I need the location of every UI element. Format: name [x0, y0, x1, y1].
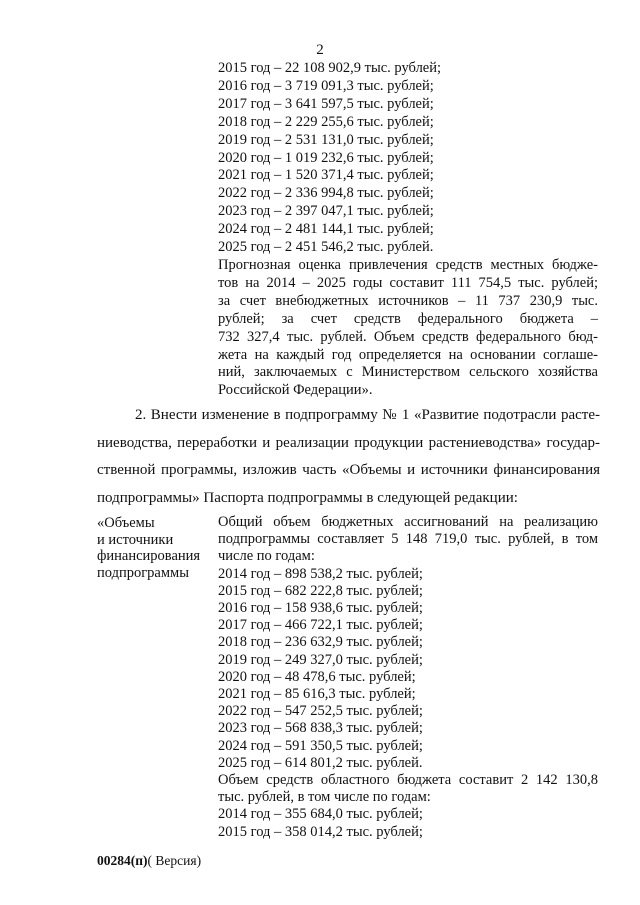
year-amount-line: 2016 год – 3 719 091,3 тыс. рублей;: [218, 77, 434, 94]
label-line: «Объемы: [97, 515, 155, 531]
label-line: подпрограммы: [97, 564, 189, 581]
funding-details: [218, 514, 598, 841]
document-footer: [97, 853, 201, 869]
forecast-line: Прогнозная оценка привлечения средств местных бюдже-: [218, 256, 598, 273]
label-line: и источники: [97, 531, 174, 548]
forecast-line: тов на 2014 – 2025 годы составит 111 754,5 тыс. рублей;: [218, 274, 598, 291]
document-version: ( Версия): [147, 853, 202, 868]
year-amount-line: 2023 год – 2 397 047,1 тыс. рублей;: [218, 203, 434, 220]
year-amount-line: 2018 год – 236 632,9 тыс. рублей;: [218, 634, 423, 651]
year-amount-line: 2014 год – 898 538,2 тыс. рублей;: [218, 565, 423, 582]
year-amount-line: 2021 год – 1 520 371,4 тыс. рублей;: [218, 167, 434, 184]
forecast-line: Российской Федерации».: [218, 382, 373, 399]
total-intro-line: Общий объем бюджетных ассигнований на реализацию: [218, 514, 598, 530]
regional-intro-line: Объем средств областного бюджета составит 2 142 130,8: [218, 772, 598, 789]
total-intro-line: числе по годам:: [218, 548, 315, 565]
total-intro-line: подпрограммы составляет 5 148 719,0 тыс. рублей, в том: [218, 531, 598, 548]
document-code: 00284(п): [97, 853, 148, 868]
year-amount-line: 2015 год – 22 108 902,9 тыс. рублей;: [218, 60, 442, 76]
year-amount-line: 2014 год – 355 684,0 тыс. рублей;: [218, 806, 423, 823]
funding-continuation: [218, 60, 598, 400]
year-amount-line: 2019 год – 249 327,0 тыс. рублей;: [218, 651, 423, 668]
year-amount-line: 2022 год – 2 336 994,8 тыс. рублей;: [218, 185, 434, 202]
paragraph-line: подпрограммы» Паспорта подпрограммы в следующей редакции:: [97, 489, 518, 506]
year-amount-line: 2019 год – 2 531 131,0 тыс. рублей;: [218, 131, 434, 148]
year-amount-line: 2020 год – 1 019 232,6 тыс. рублей;: [218, 149, 434, 166]
year-amount-line: 2022 год – 547 252,5 тыс. рублей;: [218, 703, 423, 720]
year-amount-line: 2017 год – 466 722,1 тыс. рублей;: [218, 617, 423, 634]
regional-intro-line: тыс. рублей, в том числе по годам:: [218, 789, 431, 806]
paragraph-line: ниеводства, переработки и реализации продукции растениеводства» государ-: [97, 434, 600, 451]
forecast-line: рублей; за счет средств федерального бюджета –: [218, 310, 598, 327]
label-line: финансирования: [97, 548, 201, 565]
page-number: 2: [316, 42, 324, 58]
year-amount-line: 2020 год – 48 478,6 тыс. рублей;: [218, 668, 416, 685]
forecast-line: 732 327,4 тыс. рублей. Объем средств федерального бюд-: [218, 328, 598, 345]
year-amount-line: 2018 год – 2 229 255,6 тыс. рублей;: [218, 113, 434, 130]
year-amount-line: 2021 год – 85 616,3 тыс. рублей;: [218, 686, 416, 703]
forecast-line: жета на каждый год определяется на основании соглаше-: [218, 346, 598, 363]
amendment-paragraph: [97, 402, 600, 512]
year-amount-line: 2024 год – 2 481 144,1 тыс. рублей;: [218, 221, 434, 238]
paragraph-line: ственной программы, изложив часть «Объемы и источники финансирования: [97, 462, 600, 478]
forecast-line: за счет внебюджетных источников – 11 737 230,9 тыс.: [218, 292, 598, 309]
section-label: [97, 515, 212, 581]
year-amount-line: 2016 год – 158 938,6 тыс. рублей;: [218, 600, 423, 617]
paragraph-line: 2. Внести изменение в подпрограмму № 1 «Развитие подотрасли расте-: [135, 407, 600, 423]
year-amount-line: 2023 год – 568 838,3 тыс. рублей;: [218, 720, 423, 737]
year-amount-line: 2025 год – 2 451 546,2 тыс. рублей.: [218, 239, 434, 256]
year-amount-line: 2015 год – 682 222,8 тыс. рублей;: [218, 582, 423, 599]
year-amount-line: 2015 год – 358 014,2 тыс. рублей;: [218, 823, 423, 840]
forecast-line: ний, заключаемых с Министерством сельского хозяйства: [218, 364, 598, 381]
year-amount-line: 2024 год – 591 350,5 тыс. рублей;: [218, 737, 423, 754]
year-amount-line: 2017 год – 3 641 597,5 тыс. рублей;: [218, 95, 434, 112]
year-amount-line: 2025 год – 614 801,2 тыс. рублей.: [218, 754, 423, 771]
